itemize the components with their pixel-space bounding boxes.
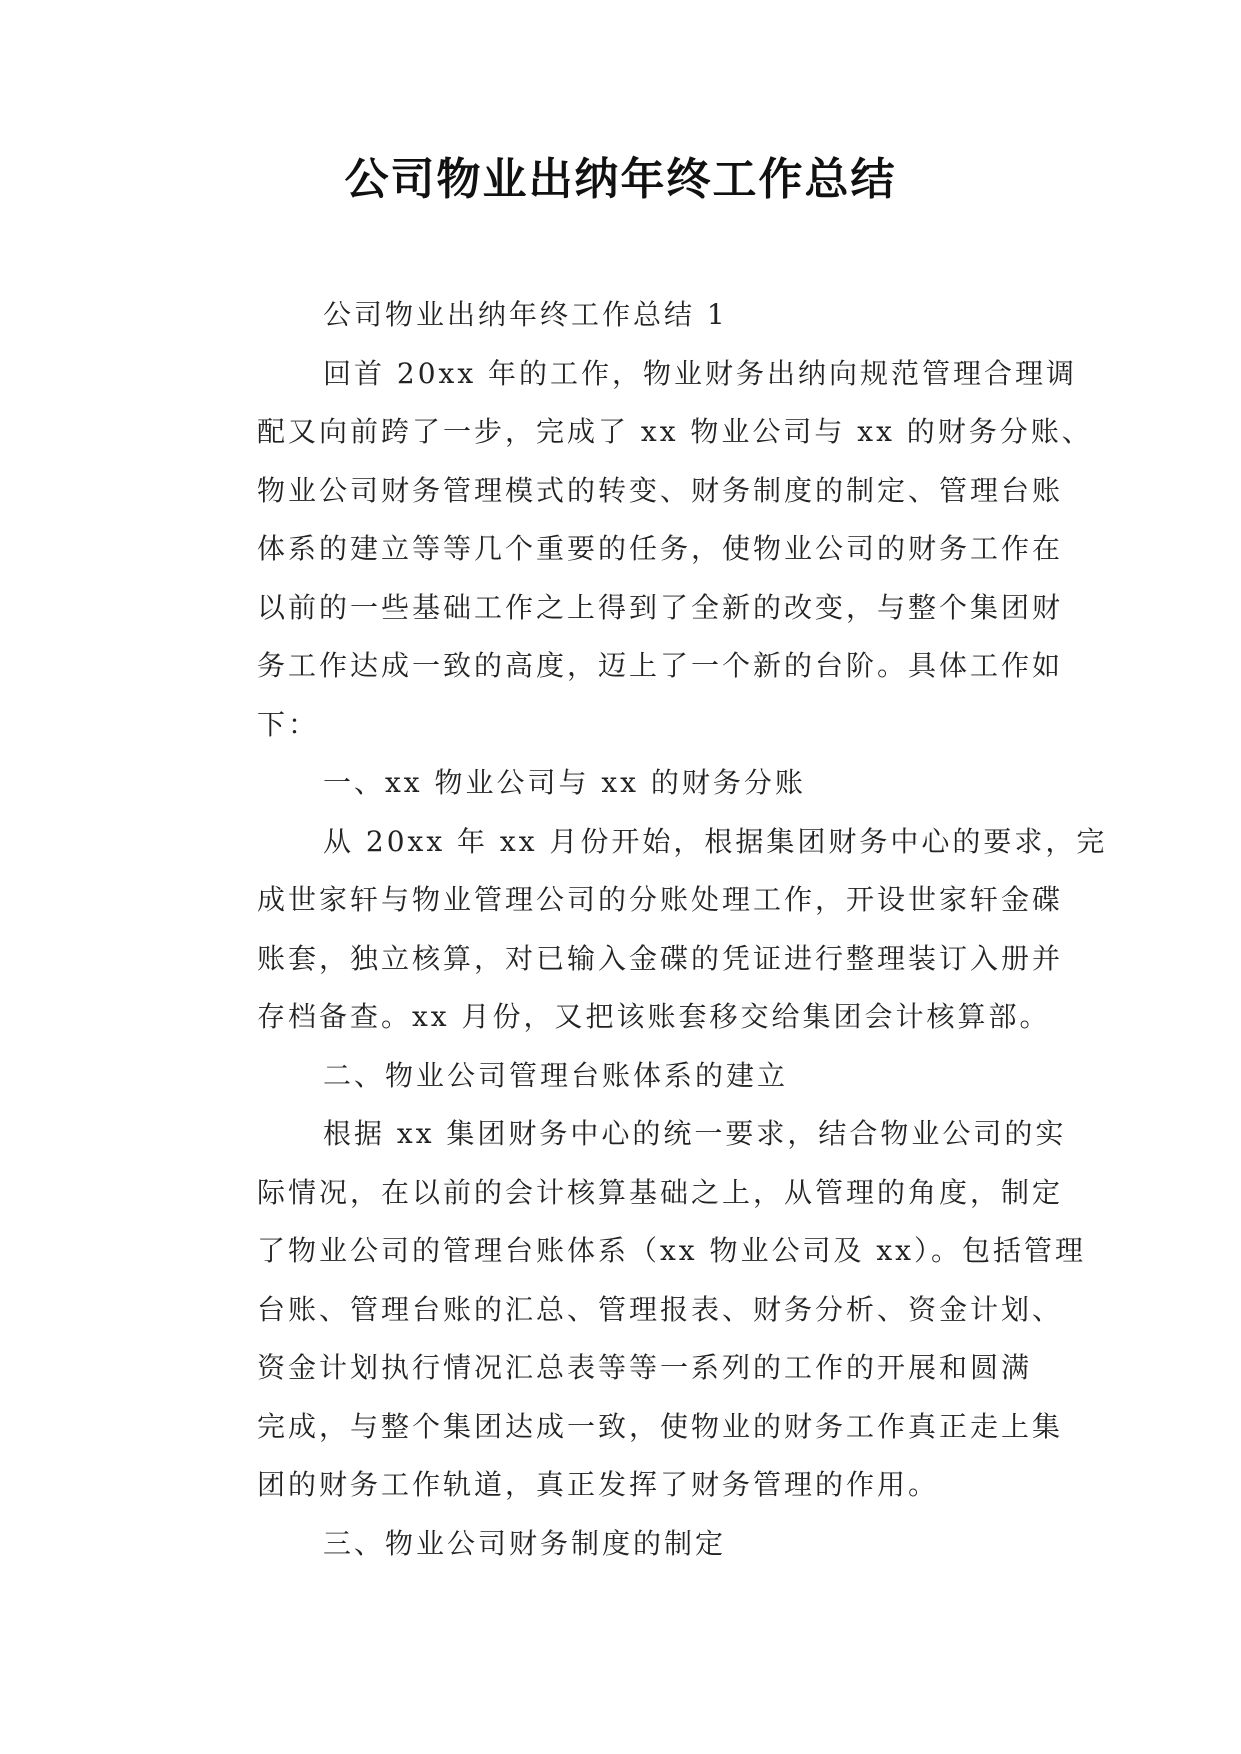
- text-line: 体系的建立等等几个重要的任务，使物业公司的财务工作在: [257, 532, 1064, 565]
- section-subtitle: [191, 286, 1051, 345]
- text-line: 物业公司财务管理模式的转变、财务制度的制定、管理台账: [257, 473, 1064, 507]
- text-line: 台账、管理台账的汇总、管理报表、财务分析、资金计划、: [257, 1292, 1064, 1326]
- section-heading-3: [191, 1515, 1051, 1574]
- text-line: 完成，与整个集团达成一致，使物业的财务工作真正走上集: [257, 1409, 1064, 1443]
- text-line: 下：: [257, 707, 320, 741]
- text-line: 资金计划执行情况汇总表等等一系列的工作的开展和圆满: [257, 1351, 1033, 1384]
- section-heading-2: [191, 1047, 1051, 1106]
- text-line: 根据 xx 集团财务中心的统一要求，结合物业公司的实: [323, 1117, 1067, 1150]
- text-line: 配又向前跨了一步，完成了 xx 物业公司与 xx 的财务分账、: [257, 415, 1093, 448]
- text-line: 成世家轩与物业管理公司的分账处理工作，开设世家轩金碟: [257, 883, 1064, 916]
- text-line: 账套，独立核算，对已输入金碟的凭证进行整理装订入册并: [257, 941, 1064, 975]
- text-line: 际情况，在以前的会计核算基础之上，从管理的角度，制定: [257, 1175, 1064, 1209]
- text-line: 团的财务工作轨道，真正发挥了财务管理的作用。: [257, 1468, 940, 1501]
- text-line: 存档备查。xx 月份，又把该账套移交给集团会计核算部。: [257, 1000, 1051, 1033]
- text-line: 从 20xx 年 xx 月份开始，根据集团财务中心的要求，完: [323, 824, 1108, 858]
- text-line: 一、xx 物业公司与 xx 的财务分账: [323, 766, 806, 799]
- section-1-paragraph: [191, 813, 1108, 1047]
- intro-paragraph: [191, 345, 1093, 755]
- section-heading-1: [191, 754, 1051, 813]
- document-body: [191, 286, 1108, 1573]
- document-title: 公司物业出纳年终工作总结: [344, 154, 897, 205]
- text-line: 回首 20xx 年的工作，物业财务出纳向规范管理合理调: [323, 356, 1078, 390]
- text-line: 务工作达成一致的高度，迈上了一个新的台阶。具体工作如: [257, 649, 1064, 682]
- text-line: 了物业公司的管理台账体系（xx 物业公司及 xx）。包括管理: [257, 1234, 1086, 1267]
- text-line: 公司物业出纳年终工作总结 1: [323, 298, 728, 331]
- text-line: 二、物业公司管理台账体系的建立: [323, 1058, 789, 1092]
- section-2-paragraph: [191, 1105, 1086, 1515]
- text-line: 以前的一些基础工作之上得到了全新的改变，与整个集团财: [257, 590, 1064, 624]
- text-line: 三、物业公司财务制度的制定: [323, 1526, 727, 1560]
